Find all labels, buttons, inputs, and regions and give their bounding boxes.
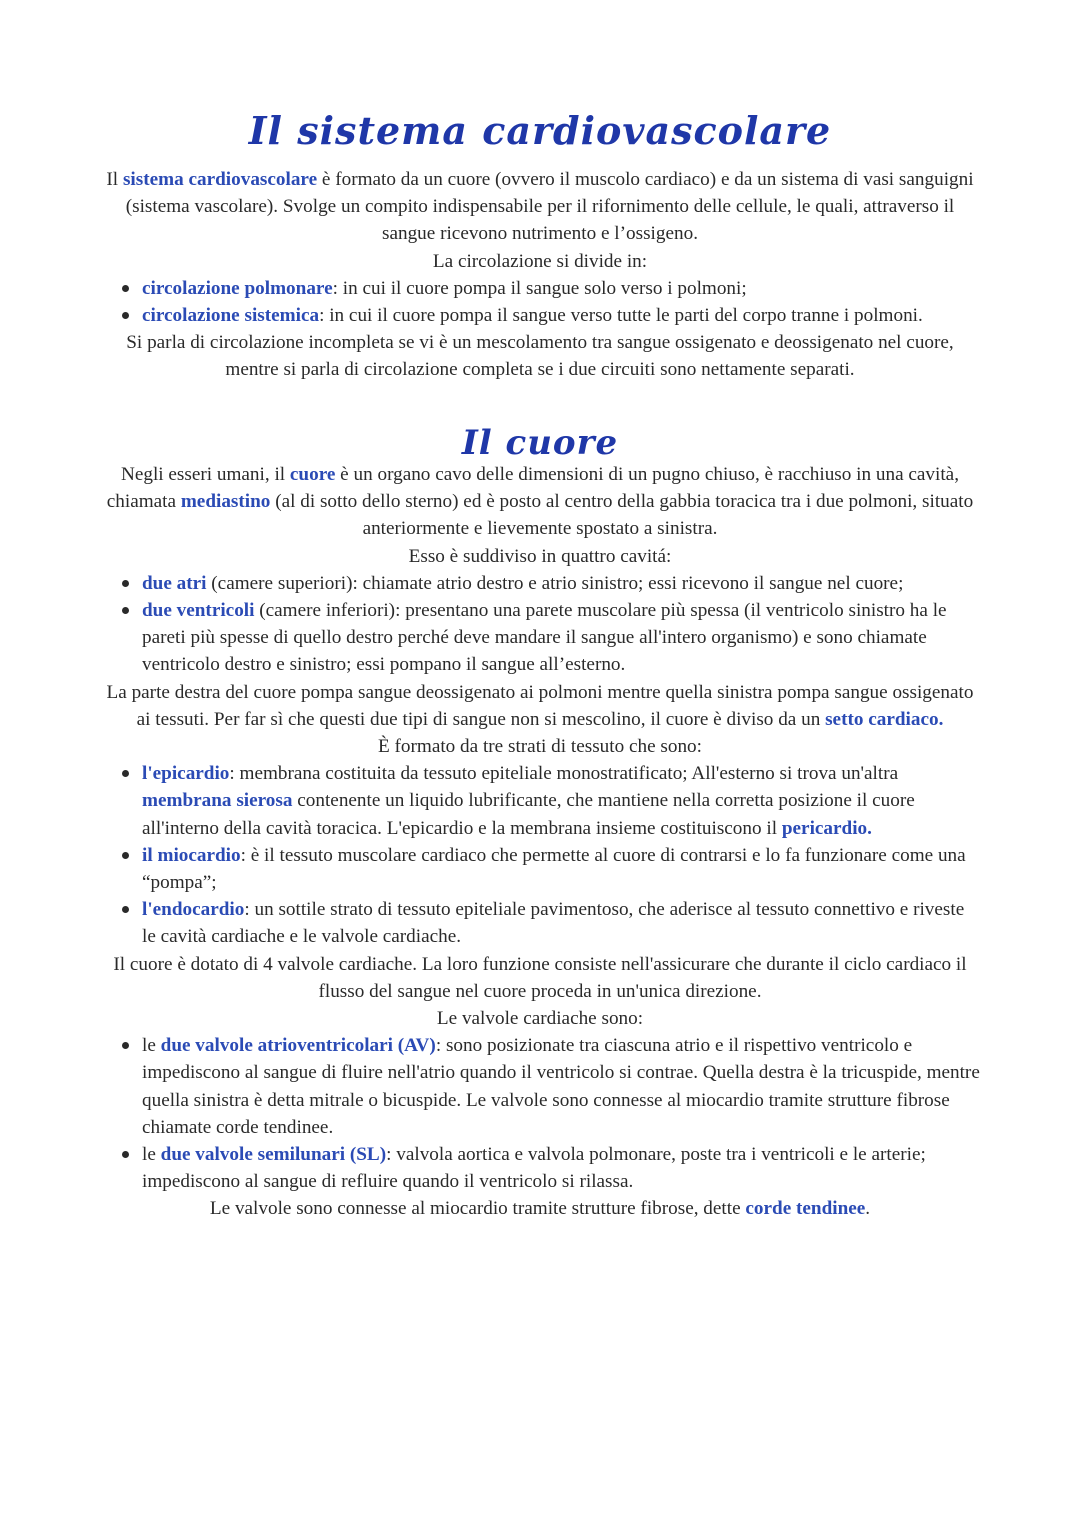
list-item (100, 1141, 980, 1195)
text: : membrana costituita da tessuto epiteliale monostratificato; All'esterno si trova un'altra (229, 763, 899, 785)
text: le (142, 1144, 161, 1166)
valves-list (100, 1032, 980, 1195)
keyword: due ventricoli (142, 600, 255, 622)
intro-section (100, 166, 980, 384)
valves-list-intro: Le valvole cardiache sono: (436, 1008, 644, 1030)
cavities-line: Esso è suddiviso in quattro cavitá: (408, 545, 672, 567)
text: : in cui il cuore pompa il sangue solo verso i polmoni; (332, 277, 747, 299)
text: : sono posizionate tra ciascuna atrio e il rispettivo ventricolo e impediscono al sangue di fluire nell'atrio quando il ventricolo si contrae. Quella destra è la tricuspide, mentre quella sinistra è detta mitrale o bicuspide. Le valvole sono connesse al miocardio tramite strutture fibrose chiamate corde tendinee. (142, 1035, 980, 1138)
keyword: circolazione sistemica (142, 305, 320, 327)
text: La parte destra del cuore pompa sangue deossigenato ai polmoni mentre quella sinistra pompa sangue ossigenato ai tessuti. Per far sì che questi due tipi di sangue non si mescolino, il cuore è diviso da un (106, 681, 974, 730)
keyword: due atri (142, 572, 207, 594)
sides-paragraph (100, 679, 980, 733)
text: è un organo cavo delle dimensioni di un pugno chiuso, è racchiuso in una cavità, chiamata (106, 464, 959, 513)
list-item (100, 1032, 980, 1141)
heart-section (100, 461, 980, 1223)
division-line: La circolazione si divide in: (432, 250, 648, 272)
section-title: Il cuore (461, 423, 619, 463)
keyword: l'epicardio (142, 763, 230, 785)
list-item (100, 896, 980, 950)
keyword: cuore (289, 464, 336, 485)
keyword: l'endocardio (142, 899, 245, 921)
list-item (100, 842, 980, 896)
text: Le valvole sono connesse al miocardio tramite strutture fibrose, dette (209, 1198, 746, 1220)
text: : un sottile strato di tessuto epiteliale pavimentoso, che aderisce al tessuto connettivo e riveste le cavità cardiache e le valvole cardiache. (142, 899, 965, 948)
text: Il (106, 169, 123, 190)
list-item (100, 275, 980, 302)
text: Negli esseri umani, il (120, 464, 290, 485)
keyword: membrana sierosa (142, 790, 293, 812)
layers-list (100, 760, 980, 950)
valves-intro: Il cuore è dotato di 4 valvole cardiache. La loro funzione consiste nell'assicurare che durante il ciclo cardiaco il flusso del sangue nel cuore proceda in un'unica direzione. (113, 953, 967, 1002)
list-item (100, 570, 980, 597)
page-title: Il sistema cardiovascolare (248, 108, 832, 153)
list-item (100, 597, 980, 679)
closing-line (100, 1195, 980, 1222)
circulation-list (100, 275, 980, 329)
keyword: sistema cardiovascolare (122, 169, 318, 190)
keyword: circolazione polmonare (142, 277, 333, 299)
text: (camere inferiori): presentano una parete muscolare più spessa (il ventricolo sinistro ha le pareti più spesse di quello destro perché deve mandare il sangue all'intero organismo) e sono chiamate ventricolo destro e sinistro; essi pompano il sangue all’esterno. (142, 600, 947, 676)
keyword: mediastino (180, 491, 271, 513)
list-item (100, 302, 980, 329)
text: . (865, 1198, 871, 1220)
list-item (100, 760, 980, 842)
text: contenente un liquido lubrificante, che mantiene nella corretta posizione il cuore all'interno della cavità toracica. L'epicardio e la membrana insieme costituiscono il (142, 790, 915, 839)
text: è formato da un cuore (ovvero il muscolo cardiaco) e da un sistema di vasi sanguigni (sistema vascolare). Svolge un compito indispensabile per il rifornimento delle cellule, le quali, attraverso il sangue ricevono nutrimento e l’ossigeno. (125, 169, 974, 245)
text: : è il tessuto muscolare cardiaco che permette al cuore di contrarsi e lo fa funzionare come una “pompa”; (142, 844, 966, 894)
circulation-note: Si parla di circolazione incompleta se vi è un mescolamento tra sangue ossigenato e deossigenato nel cuore, mentre si parla di circolazione completa se i due circuiti sono nettamente separati. (126, 332, 954, 381)
heart-paragraph (100, 461, 980, 543)
text: : valvola aortica e valvola polmonare, poste tra i ventricoli e le arterie; impediscono al sangue di refluire quando il ventricolo si rilassa. (142, 1144, 926, 1193)
layers-intro: È formato da tre strati di tessuto che sono: (378, 736, 702, 758)
text: (camere superiori): chiamate atrio destro e atrio sinistro; essi ricevono il sangue nel cuore; (206, 572, 904, 594)
keyword: setto cardiaco. (825, 708, 944, 730)
text: le (142, 1035, 161, 1057)
chambers-list (100, 570, 980, 679)
intro-paragraph (100, 166, 980, 248)
text: (al di sotto dello sterno) ed è posto al centro della gabbia toracica tra i due polmoni, situato anteriormente e lievemente spostato a sinistra. (270, 491, 974, 540)
keyword: pericardio. (781, 817, 872, 839)
keyword: due valvole atrioventricolari (AV) (160, 1035, 436, 1057)
keyword: due valvole semilunari (SL) (160, 1144, 387, 1166)
keyword: il miocardio (142, 844, 241, 866)
text: : in cui il cuore pompa il sangue verso tutte le parti del corpo tranne i polmoni. (319, 305, 923, 327)
keyword: corde tendinee (745, 1198, 866, 1220)
